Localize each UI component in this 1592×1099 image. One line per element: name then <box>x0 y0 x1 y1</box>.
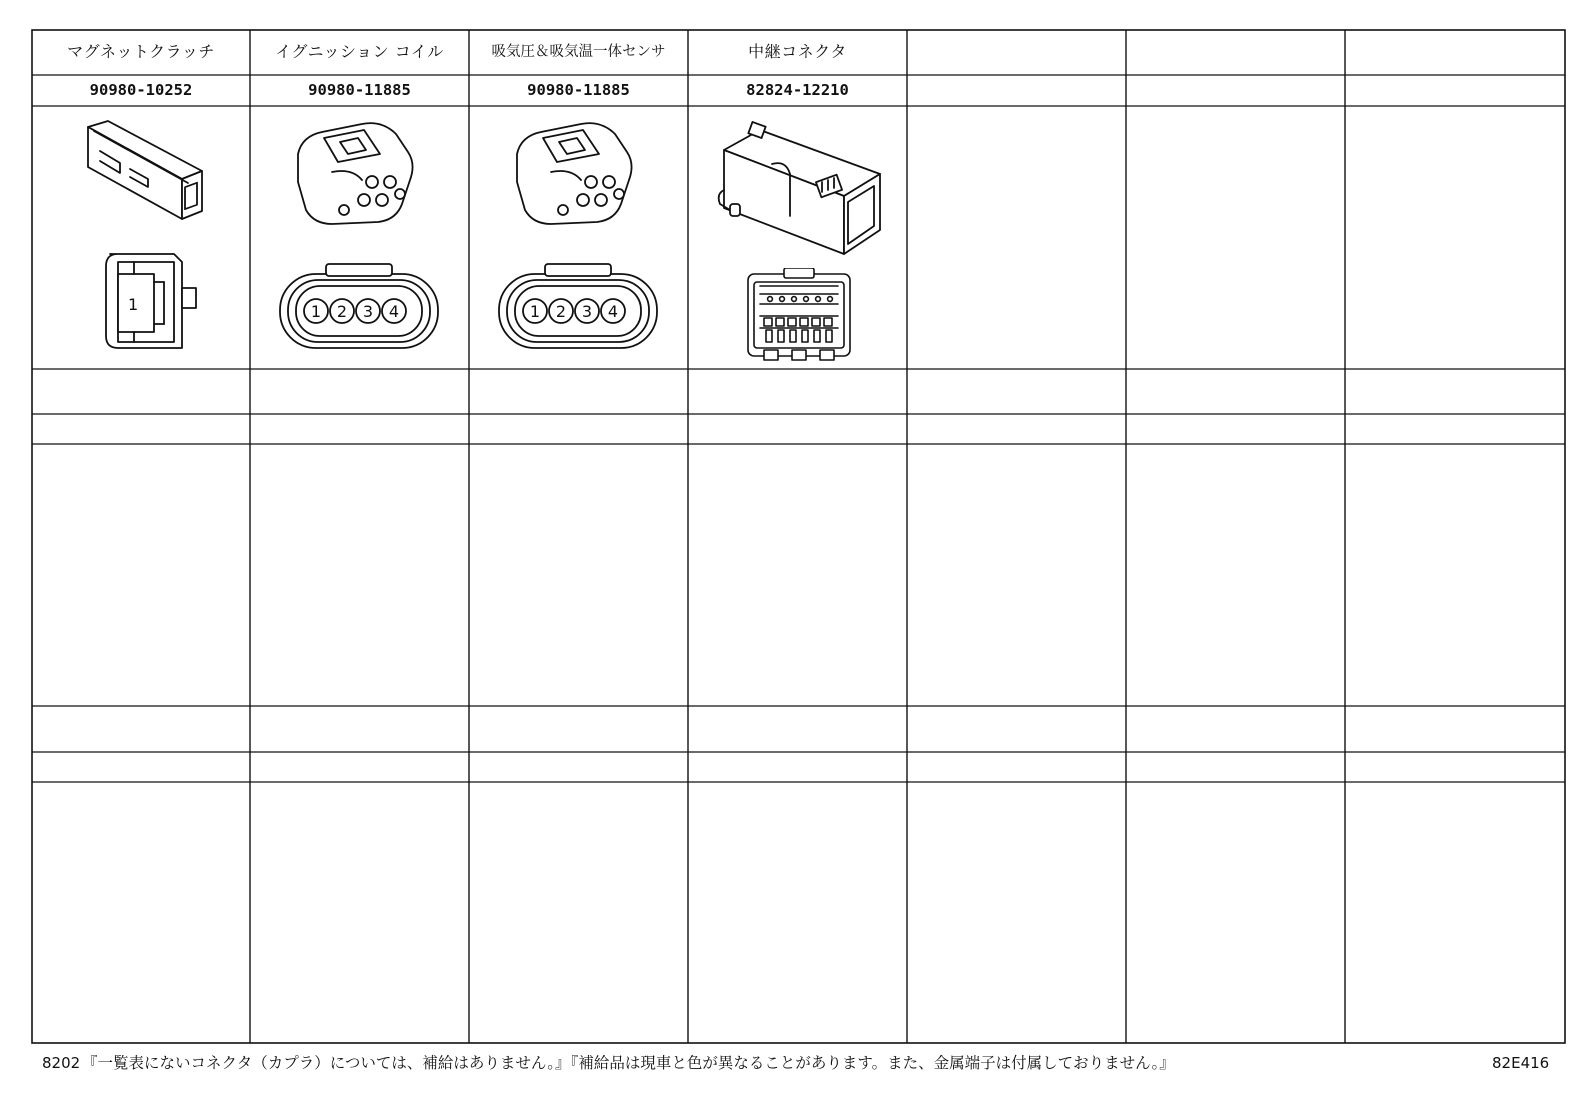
four-pin-connector-face-icon <box>276 262 442 352</box>
part-number-intake-sensor: 90980-11885 <box>527 81 630 99</box>
four-pin-connector-face-icon <box>495 262 661 352</box>
column-header-ignition-coil: イグニッション コイル <box>275 42 444 61</box>
part-number-relay-connector: 82824-12210 <box>746 81 849 99</box>
one-pin-connector-perspective-icon <box>70 115 220 225</box>
multi-pin-connector-perspective-icon <box>716 120 886 260</box>
column-header-intake-sensor: 吸気圧＆吸気温一体センサ <box>491 44 666 60</box>
figure-code: 82E416 <box>1492 1054 1550 1072</box>
footer-note: 『一覧表にないコネクタ（カプラ）については、補給はありません。』『補給品は現車と色が異なることがあります。また、金属端子は付属しておりません。』 <box>82 1054 1175 1072</box>
pin-label: 1 <box>529 302 541 321</box>
pin-label: 2 <box>336 302 348 321</box>
pin-label: 1 <box>128 295 139 314</box>
page-code: 8202 <box>42 1054 81 1072</box>
part-number-magnetic-clutch: 90980-10252 <box>89 81 193 99</box>
four-pin-connector-perspective-icon <box>292 120 432 230</box>
pin-label: 3 <box>362 302 374 321</box>
column-header-relay-connector: 中継コネクタ <box>748 42 847 61</box>
part-number-ignition-coil: 90980-11885 <box>308 81 411 99</box>
four-pin-connector-perspective-icon <box>511 120 651 230</box>
pin-label: 2 <box>555 302 567 321</box>
column-header-magnetic-clutch: マグネットクラッチ <box>67 42 215 61</box>
pin-label: 1 <box>310 302 322 321</box>
pin-label: 4 <box>607 302 619 321</box>
pin-label: 3 <box>581 302 593 321</box>
pin-label: 4 <box>388 302 400 321</box>
one-pin-connector-face-icon <box>98 248 208 358</box>
multi-pin-connector-face-icon <box>744 268 854 363</box>
